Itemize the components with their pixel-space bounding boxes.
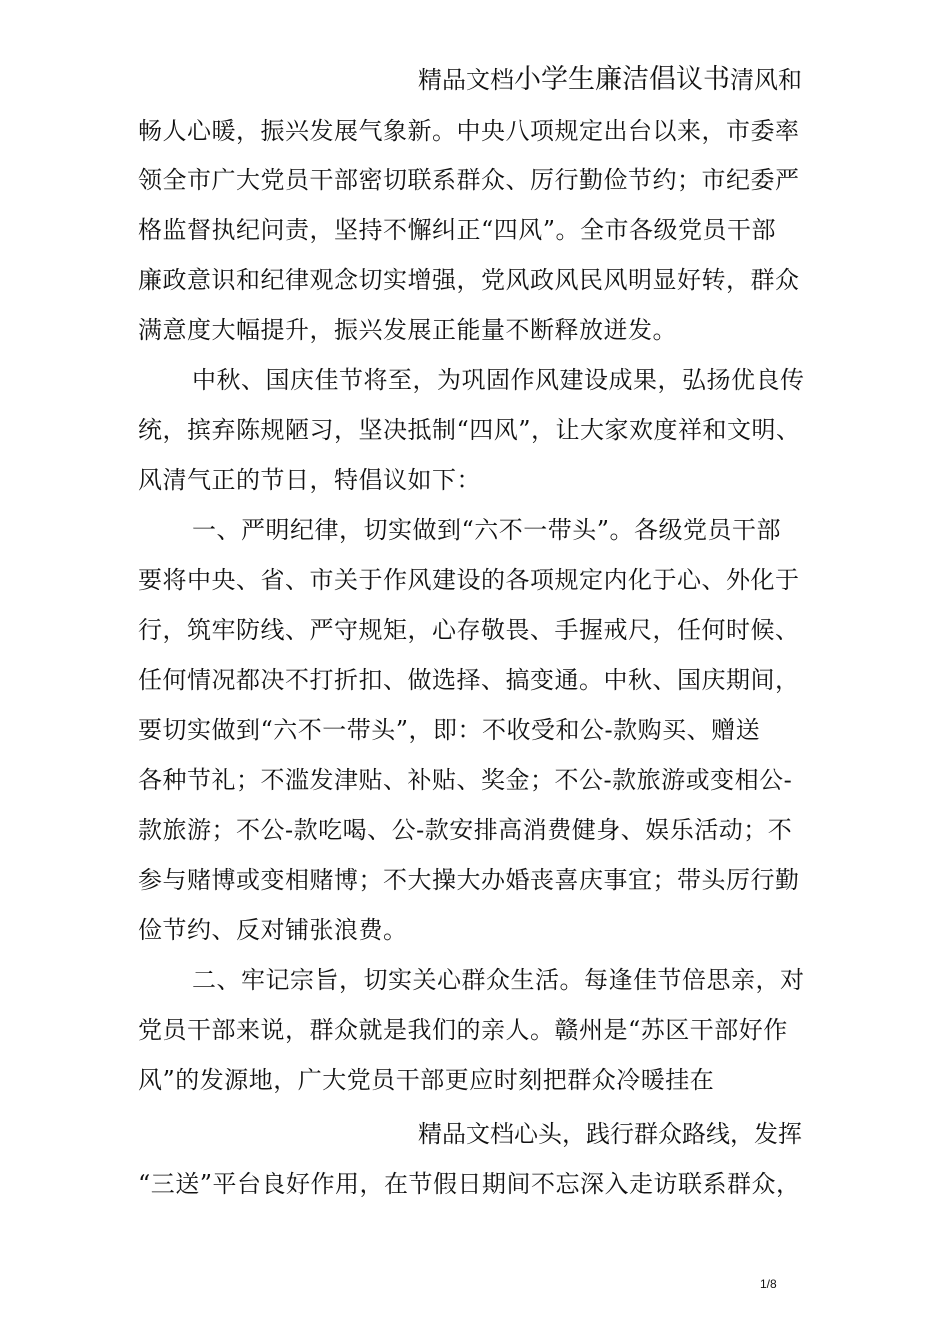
paragraph-3-line-4: 任何情况都决不打折扣、做选择、搞变通。中秋、国庆期间， bbox=[138, 666, 800, 694]
watermark-text-2: 精品文档 bbox=[418, 1120, 514, 1148]
paragraph-2-line-1: 中秋、国庆佳节将至，为巩固作风建设成果，弘扬优良传 bbox=[192, 366, 805, 394]
paragraph-2-line-2: 统，摈弃陈规陋习，坚决抵制“四风”，让大家欢度祥和文明、 bbox=[138, 416, 801, 444]
second-header-line bbox=[418, 1118, 802, 1150]
final-line: “三送”平台良好作用，在节假日期间不忘深入走访联系群众， bbox=[138, 1170, 801, 1198]
paragraph-2-line-3: 风清气正的节日，特倡议如下： bbox=[138, 466, 481, 494]
watermark-text: 精品文档 bbox=[418, 66, 514, 94]
paragraph-4-line-2: 党员干部来说，群众就是我们的亲人。赣州是“苏区干部好作 bbox=[138, 1016, 788, 1044]
paragraph-1-line-5: 满意度大幅提升，振兴发展正能量不断释放迸发。 bbox=[138, 316, 677, 344]
header-line bbox=[418, 64, 802, 96]
paragraph-4-line-3: 风”的发源地，广大党员干部更应时刻把群众冷暖挂在 bbox=[138, 1066, 715, 1094]
paragraph-3-line-1: 一、严明纪律，切实做到“六不一带头”。各级党员干部 bbox=[192, 516, 782, 544]
paragraph-3-line-7: 款旅游；不公-款吃喝、公-款安排高消费健身、娱乐活动；不 bbox=[138, 816, 793, 844]
paragraph-3-line-9: 俭节约、反对铺张浪费。 bbox=[138, 916, 408, 944]
header-continuation: 清风和 bbox=[730, 66, 802, 94]
paragraph-3-line-6: 各种节礼；不滥发津贴、补贴、奖金；不公-款旅游或变相公- bbox=[138, 766, 793, 794]
paragraph-3-line-3: 行，筑牢防线、严守规矩，心存敬畏、手握戒尺，任何时候、 bbox=[138, 616, 800, 644]
paragraph-1-line-4: 廉政意识和纪律观念切实增强，党风政风民风明显好转，群众 bbox=[138, 266, 800, 294]
paragraph-1-line-1: 畅人心暖，振兴发展气象新。中央八项规定出台以来，市委率 bbox=[138, 117, 800, 145]
paragraph-3-line-2: 要将中央、省、市关于作风建设的各项规定内化于心、外化于 bbox=[138, 566, 800, 594]
paragraph-1-line-3: 格监督执纪问责，坚持不懈纠正“四风”。全市各级党员干部 bbox=[138, 216, 777, 244]
second-header-continuation: 心头，践行群众路线，发挥 bbox=[514, 1120, 802, 1148]
paragraph-3-line-8: 参与赌博或变相赌博；不大操大办婚丧喜庆事宜；带头厉行勤 bbox=[138, 866, 800, 894]
paragraph-4-line-1: 二、牢记宗旨，切实关心群众生活。每逢佳节倍思亲，对 bbox=[192, 966, 805, 994]
paragraph-1-line-2: 领全市广大党员干部密切联系群众、厉行勤俭节约；市纪委严 bbox=[138, 166, 800, 194]
paragraph-3-line-5: 要切实做到“六不一带头”，即：不收受和公-款购买、赠送 bbox=[138, 716, 761, 744]
document-title: 小学生廉洁倡议书 bbox=[514, 64, 730, 95]
page-number: 1/8 bbox=[760, 1277, 777, 1291]
